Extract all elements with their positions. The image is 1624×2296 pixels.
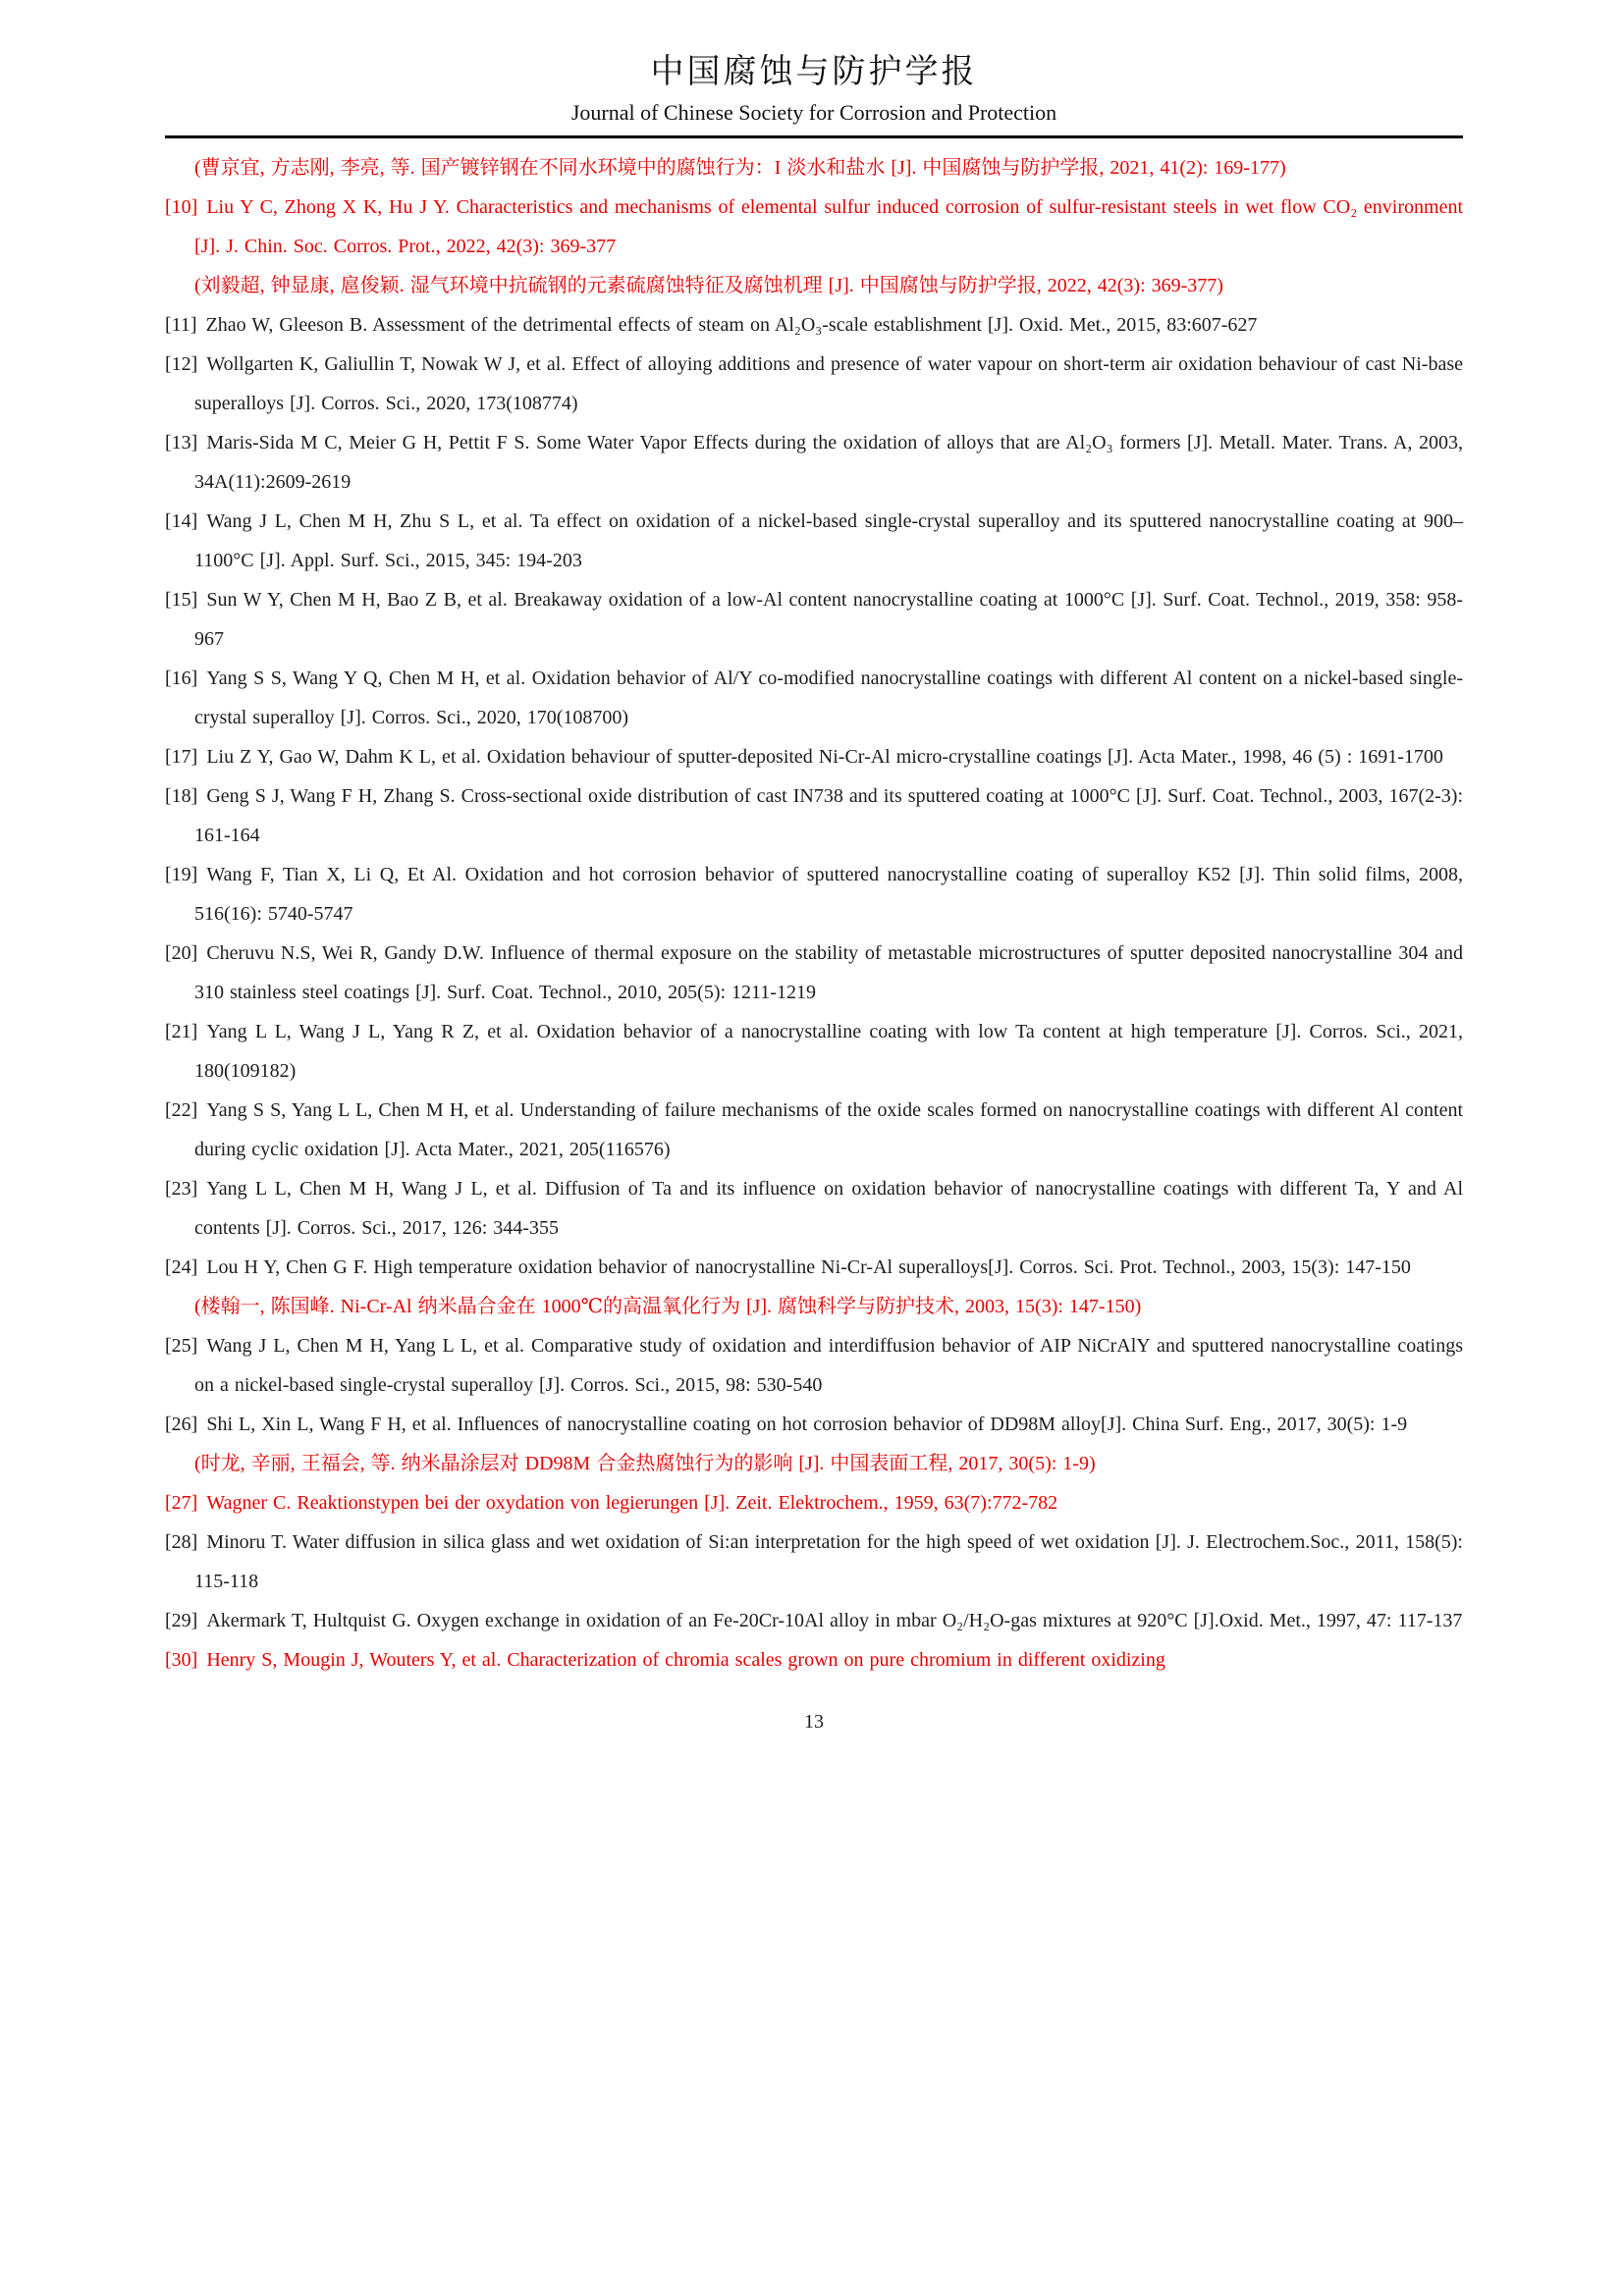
reference-entry: [165, 659, 1463, 737]
reference-entry: [165, 1601, 1463, 1640]
reference-entry: [165, 1405, 1463, 1444]
reference-item: [165, 1640, 1463, 1680]
reference-text: Yang S S, Yang L L, Chen M H, et al. Understanding of failure mechanisms of the oxide scales formed on nanocrystalline coatings with different Al content during cyclic oxidation [J]. Acta Mater., 2021, 205(116576): [194, 1099, 1463, 1160]
reference-entry: [165, 1326, 1463, 1405]
reference-label: [10]: [165, 196, 198, 218]
reference-label: [19]: [165, 864, 198, 885]
reference-label: [20]: [165, 942, 198, 964]
reference-text: Yang L L, Wang J L, Yang R Z, et al. Oxidation behavior of a nanocrystalline coating with low Ta content at high temperature [J]. Corros. Sci., 2021, 180(109182): [194, 1021, 1463, 1082]
reference-entry: [165, 502, 1463, 580]
reference-translation: (曹京宜, 方志刚, 李亮, 等. 国产镀锌钢在不同水环境中的腐蚀行为：I 淡水和盐水 [J]. 中国腐蚀与防护学报, 2021, 41(2): 169-177): [194, 157, 1286, 179]
reference-text: Lou H Y, Chen G F. High temperature oxidation behavior of nanocrystalline Ni-Cr-Al superalloys[J]. Corros. Sci. Prot. Technol., 2003, 15(3): 147-150: [206, 1256, 1411, 1278]
reference-item: [165, 1248, 1463, 1326]
reference-item: [165, 148, 1463, 187]
reference-item: [165, 1091, 1463, 1169]
reference-label: [28]: [165, 1531, 198, 1553]
reference-text: Akermark T, Hultquist G. Oxygen exchange in oxidation of an Fe-20Cr-10Al alloy in mbar O₂/H₂O-gas mixtures at 920°C [J].Oxid. Met., 1997, 47: 117-137: [206, 1610, 1463, 1631]
reference-item: [165, 345, 1463, 423]
reference-translation: (楼翰一, 陈国峰. Ni-Cr-Al 纳米晶合金在 1000℃的高温氧化行为 [J]. 腐蚀科学与防护技术, 2003, 15(3): 147-150): [194, 1296, 1142, 1317]
reference-entry: [165, 1483, 1463, 1522]
journal-header: [165, 51, 1463, 138]
reference-item: [165, 855, 1463, 934]
reference-translation: (时龙, 辛丽, 王福会, 等. 纳米晶涂层对 DD98M 合金热腐蚀行为的影响 [J]. 中国表面工程, 2017, 30(5): 1-9): [194, 1453, 1096, 1474]
reference-label: [13]: [165, 432, 198, 454]
reference-item: [165, 1405, 1463, 1483]
reference-item: [165, 423, 1463, 502]
reference-entry: [165, 776, 1463, 855]
reference-label: [23]: [165, 1178, 198, 1200]
reference-label: [16]: [165, 667, 198, 689]
journal-title-chinese: 中国腐蚀与防护学报: [650, 54, 978, 90]
reference-text: Wagner C. Reaktionstypen bei der oxydation von legierungen [J]. Zeit. Elektrochem., 1959, 63(7):772-782: [206, 1492, 1058, 1514]
reference-label: [15]: [165, 589, 198, 611]
page-number: 13: [804, 1711, 824, 1733]
reference-item: [165, 580, 1463, 659]
reference-text: Sun W Y, Chen M H, Bao Z B, et al. Breakaway oxidation of a low-Al content nanocrystalline coating at 1000°C [J]. Surf. Coat. Technol., 2019, 358: 958-967: [194, 589, 1463, 650]
reference-entry: [165, 1248, 1463, 1287]
reference-label: [18]: [165, 785, 198, 807]
reference-item: [165, 1483, 1463, 1522]
references-list: [165, 148, 1463, 1680]
reference-item: [165, 1601, 1463, 1640]
reference-text: Liu Z Y, Gao W, Dahm K L, et al. Oxidation behaviour of sputter-deposited Ni-Cr-Al micro-crystalline coatings [J]. Acta Mater., 1998, 46 (5) : 1691-1700: [206, 746, 1443, 768]
reference-label: [17]: [165, 746, 198, 768]
reference-text: Cheruvu N.S, Wei R, Gandy D.W. Influence of thermal exposure on the stability of metastable microstructures of sputter deposited nanocrystalline 304 and 310 stainless steel coatings [J]. Surf. Coat. Technol., 2010, 205(5): 1211-1219: [194, 942, 1463, 1003]
reference-item: [165, 659, 1463, 737]
reference-item: [165, 1522, 1463, 1601]
reference-entry: [165, 345, 1463, 423]
reference-item: [165, 737, 1463, 776]
reference-text: Maris-Sida M C, Meier G H, Pettit F S. Some Water Vapor Effects during the oxidation of alloys that are Al₂O₃ formers [J]. Metall. Mater. Trans. A, 2003, 34A(11):2609-2619: [194, 432, 1463, 493]
reference-item: [165, 502, 1463, 580]
reference-label: [29]: [165, 1610, 198, 1631]
reference-text: Shi L, Xin L, Wang F H, et al. Influences of nanocrystalline coating on hot corrosion behavior of DD98M alloy[J]. China Surf. Eng., 2017, 30(5): 1-9: [206, 1414, 1408, 1435]
reference-text: Wang F, Tian X, Li Q, Et Al. Oxidation and hot corrosion behavior of sputtered nanocrystalline coating of superalloy K52 [J]. Thin solid films, 2008, 516(16): 5740-5747: [194, 864, 1463, 925]
reference-label: [21]: [165, 1021, 198, 1042]
journal-title-english: Journal of Chinese Society for Corrosion and Protection: [570, 100, 1057, 125]
reference-text: Zhao W, Gleeson B. Assessment of the detrimental effects of steam on Al₂O₃-scale establishment [J]. Oxid. Met., 2015, 83:607-627: [205, 314, 1258, 336]
reference-text: Wang J L, Chen M H, Yang L L, et al. Comparative study of oxidation and interdiffusion behavior of AIP NiCrAlY and sputtered nanocrystalline coatings on a nickel-based single-crystal superalloy [J]. Corros. Sci., 2015, 98: 530-540: [194, 1335, 1463, 1396]
reference-label: [26]: [165, 1414, 198, 1435]
reference-item: [165, 934, 1463, 1012]
reference-text: Wang J L, Chen M H, Zhu S L, et al. Ta effect on oxidation of a nickel-based single-crystal superalloy and its sputtered nanocrystalline coating at 900–1100°C [J]. Appl. Surf. Sci., 2015, 345: 194-203: [194, 510, 1463, 571]
reference-entry: [165, 580, 1463, 659]
reference-text: Yang L L, Chen M H, Wang J L, et al. Diffusion of Ta and its influence on oxidation behavior of nanocrystalline coatings with different Ta, Y and Al contents [J]. Corros. Sci., 2017, 126: 344-355: [194, 1178, 1463, 1239]
reference-entry: [165, 1091, 1463, 1169]
reference-item: [165, 1169, 1463, 1248]
reference-label: [25]: [165, 1335, 198, 1357]
reference-entry: [165, 1640, 1463, 1680]
reference-label: [30]: [165, 1649, 198, 1671]
reference-text: Henry S, Mougin J, Wouters Y, et al. Characterization of chromia scales grown on pure chromium in different oxidizing: [206, 1649, 1165, 1671]
reference-entry: [165, 1169, 1463, 1248]
reference-entry: [165, 934, 1463, 1012]
reference-entry: [165, 187, 1463, 266]
reference-label: [24]: [165, 1256, 198, 1278]
reference-text: Geng S J, Wang F H, Zhang S. Cross-sectional oxide distribution of cast IN738 and its sputtered coating at 1000°C [J]. Surf. Coat. Technol., 2003, 167(2-3): 161-164: [194, 785, 1463, 846]
reference-text: Minoru T. Water diffusion in silica glass and wet oxidation of Si:an interpretation for the high speed of wet oxidation [J]. J. Electrochem.Soc., 2011, 158(5): 115-118: [194, 1531, 1463, 1592]
reference-translation: (刘毅超, 钟显康, 扈俊颖. 湿气环境中抗硫钢的元素硫腐蚀特征及腐蚀机理 [J]. 中国腐蚀与防护学报, 2022, 42(3): 369-377): [194, 275, 1223, 296]
reference-label: [11]: [165, 314, 197, 336]
reference-label: [12]: [165, 353, 198, 375]
reference-text: Wollgarten K, Galiullin T, Nowak W J, et al. Effect of alloying additions and presence of water vapour on short-term air oxidation behaviour of cast Ni-base superalloys [J]. Corros. Sci., 2020, 173(108774): [194, 353, 1463, 414]
reference-text: Yang S S, Wang Y Q, Chen M H, et al. Oxidation behavior of Al/Y co-modified nanocrystalline coatings with different Al content on a nickel-based single-crystal superalloy [J]. Corros. Sci., 2020, 170(108700): [194, 667, 1463, 728]
reference-entry: [165, 855, 1463, 934]
reference-label: [14]: [165, 510, 198, 532]
reference-entry: [165, 1522, 1463, 1601]
reference-label: [27]: [165, 1492, 198, 1514]
reference-item: [165, 776, 1463, 855]
reference-item: [165, 1326, 1463, 1405]
reference-entry: [165, 1012, 1463, 1091]
reference-item: [165, 305, 1463, 345]
reference-entry: [165, 737, 1463, 776]
reference-item: [165, 187, 1463, 305]
reference-entry: [165, 423, 1463, 502]
header-divider: [165, 135, 1463, 138]
reference-entry: [165, 305, 1463, 345]
reference-label: [22]: [165, 1099, 198, 1121]
reference-item: [165, 1012, 1463, 1091]
reference-text: Liu Y C, Zhong X K, Hu J Y. Characteristics and mechanisms of elemental sulfur induced corrosion of sulfur-resistant steels in wet flow CO₂ environment [J]. J. Chin. Soc. Corros. Prot., 2022, 42(3): 369-377: [194, 196, 1463, 257]
